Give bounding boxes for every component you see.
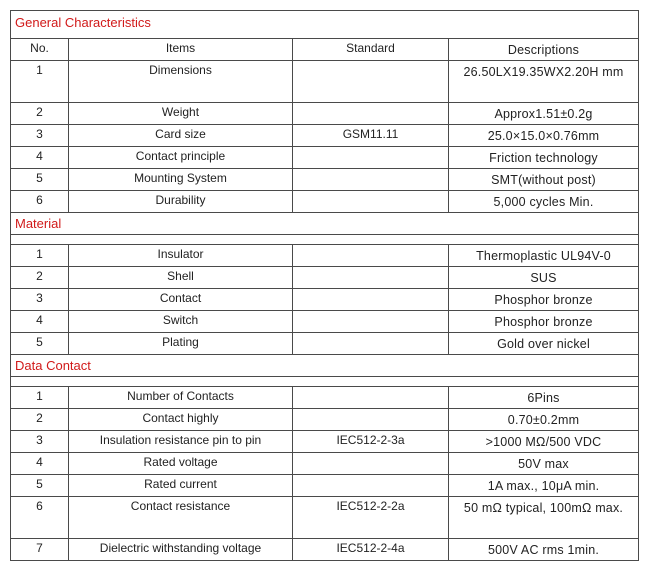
row-item: Insulation resistance pin to pin	[69, 431, 293, 453]
row-standard	[293, 147, 449, 169]
column-header-row	[11, 39, 639, 61]
row-desc: SUS	[449, 267, 639, 289]
row-desc: 50V max	[449, 453, 639, 475]
table-row	[11, 289, 639, 311]
row-no: 5	[11, 169, 69, 191]
row-no: 5	[11, 475, 69, 497]
section-title: General Characteristics	[11, 11, 639, 39]
row-standard	[293, 191, 449, 213]
table-row	[11, 539, 639, 561]
row-item: Dimensions	[69, 61, 293, 103]
section-title: Data Contact	[11, 355, 639, 377]
row-no: 6	[11, 497, 69, 539]
table-row	[11, 453, 639, 475]
row-desc: Thermoplastic UL94V-0	[449, 245, 639, 267]
row-standard	[293, 311, 449, 333]
table-row	[11, 431, 639, 453]
table-row	[11, 387, 639, 409]
table-row	[11, 333, 639, 355]
row-standard	[293, 61, 449, 103]
row-item: Contact principle	[69, 147, 293, 169]
row-item: Rated voltage	[69, 453, 293, 475]
row-desc: >1000 MΩ/500 VDC	[449, 431, 639, 453]
row-no: 1	[11, 61, 69, 103]
row-standard	[293, 333, 449, 355]
row-no: 2	[11, 409, 69, 431]
spacer-cell	[11, 235, 639, 245]
row-item: Mounting System	[69, 169, 293, 191]
table-row	[11, 311, 639, 333]
col-header-no: No.	[11, 39, 69, 61]
row-item: Insulator	[69, 245, 293, 267]
row-desc: 26.50LX19.35WX2.20H mm	[449, 61, 639, 103]
row-standard: GSM11.11	[293, 125, 449, 147]
row-standard	[293, 475, 449, 497]
table-row	[11, 169, 639, 191]
spec-table-container	[10, 10, 639, 561]
spec-table	[10, 10, 639, 561]
row-standard	[293, 267, 449, 289]
table-row	[11, 497, 639, 539]
col-header-standard: Standard	[293, 39, 449, 61]
row-standard	[293, 169, 449, 191]
spacer-row	[11, 377, 639, 387]
row-no: 1	[11, 387, 69, 409]
row-desc: Phosphor bronze	[449, 289, 639, 311]
row-desc: Gold over nickel	[449, 333, 639, 355]
row-desc: 5,000 cycles Min.	[449, 191, 639, 213]
row-desc: 0.70±0.2mm	[449, 409, 639, 431]
section-header-row	[11, 213, 639, 235]
row-standard	[293, 245, 449, 267]
row-standard	[293, 103, 449, 125]
row-no: 4	[11, 311, 69, 333]
row-item: Contact highly	[69, 409, 293, 431]
table-row	[11, 125, 639, 147]
section-header-row	[11, 11, 639, 39]
row-item: Weight	[69, 103, 293, 125]
row-item: Shell	[69, 267, 293, 289]
row-desc: Phosphor bronze	[449, 311, 639, 333]
row-no: 3	[11, 289, 69, 311]
row-desc: SMT(without post)	[449, 169, 639, 191]
table-row	[11, 147, 639, 169]
table-row	[11, 191, 639, 213]
row-item: Contact	[69, 289, 293, 311]
row-standard: IEC512-2-4a	[293, 539, 449, 561]
row-item: Plating	[69, 333, 293, 355]
row-standard	[293, 409, 449, 431]
spacer-cell	[11, 377, 639, 387]
table-row	[11, 61, 639, 103]
table-row	[11, 267, 639, 289]
row-no: 1	[11, 245, 69, 267]
row-item: Switch	[69, 311, 293, 333]
row-no: 2	[11, 103, 69, 125]
row-no: 2	[11, 267, 69, 289]
row-item: Dielectric withstanding voltage	[69, 539, 293, 561]
row-standard: IEC512-2-3a	[293, 431, 449, 453]
row-item: Contact resistance	[69, 497, 293, 539]
row-standard: IEC512-2-2a	[293, 497, 449, 539]
row-no: 4	[11, 453, 69, 475]
row-item: Number of Contacts	[69, 387, 293, 409]
spacer-row	[11, 235, 639, 245]
row-desc: 6Pins	[449, 387, 639, 409]
table-row	[11, 475, 639, 497]
row-item: Card size	[69, 125, 293, 147]
row-standard	[293, 289, 449, 311]
row-desc: Friction technology	[449, 147, 639, 169]
table-row	[11, 103, 639, 125]
col-header-descriptions: Descriptions	[449, 39, 639, 61]
row-no: 4	[11, 147, 69, 169]
row-desc: 25.0×15.0×0.76mm	[449, 125, 639, 147]
row-standard	[293, 387, 449, 409]
row-item: Durability	[69, 191, 293, 213]
row-desc: 500V AC rms 1min.	[449, 539, 639, 561]
row-desc: 50 mΩ typical, 100mΩ max.	[449, 497, 639, 539]
row-no: 3	[11, 431, 69, 453]
col-header-items: Items	[69, 39, 293, 61]
section-title: Material	[11, 213, 639, 235]
row-item: Rated current	[69, 475, 293, 497]
row-no: 6	[11, 191, 69, 213]
row-desc: 1A max., 10μA min.	[449, 475, 639, 497]
table-row	[11, 245, 639, 267]
section-header-row	[11, 355, 639, 377]
row-standard	[293, 453, 449, 475]
row-no: 5	[11, 333, 69, 355]
table-row	[11, 409, 639, 431]
row-desc: Approx1.51±0.2g	[449, 103, 639, 125]
row-no: 7	[11, 539, 69, 561]
row-no: 3	[11, 125, 69, 147]
